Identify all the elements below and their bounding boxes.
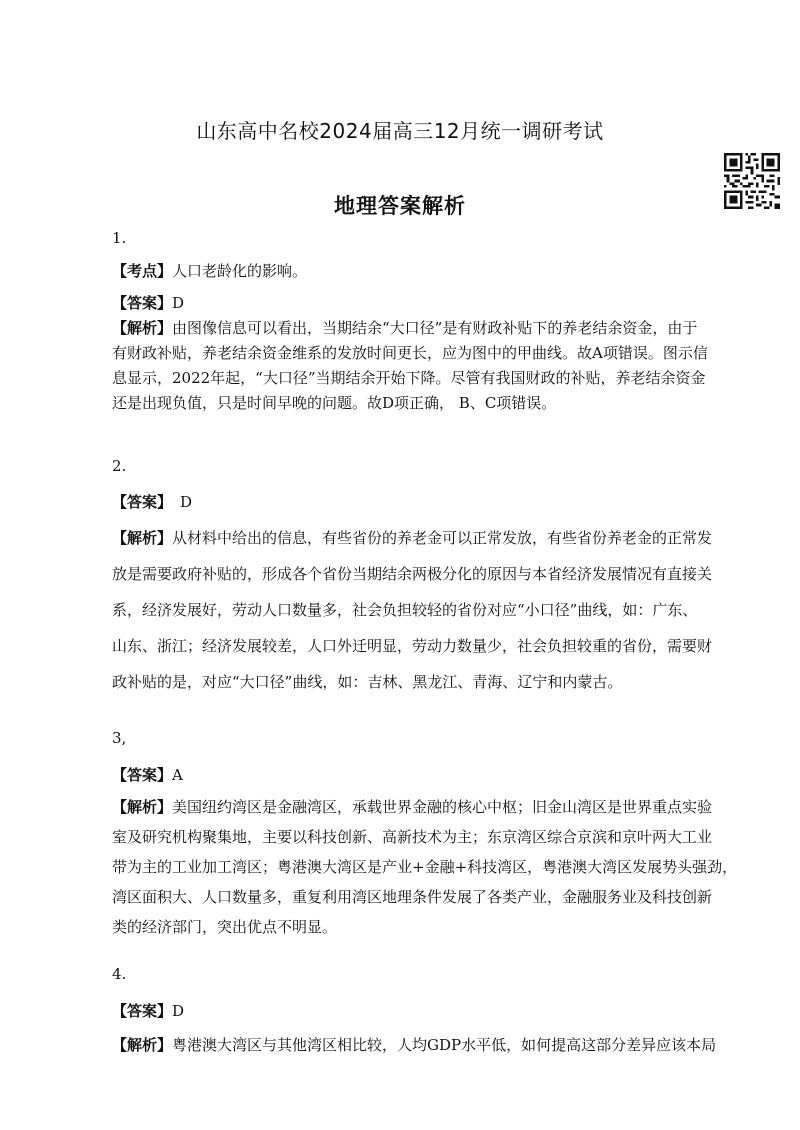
answer-line [112,998,800,1024]
analysis-text: 由图像信息可以看出，当期结余“大口径”是有财政补贴下的养老结余资金，由于 [172,319,698,337]
question-number: 4. [112,965,127,983]
analysis-line [112,792,800,822]
analysis-line: 息显示，2022年起，“大口径”当期结余开始下降。尽管有我国财政的补贴，养老结余资金 [112,369,706,387]
analysis-text: 从材料中给出的信息，有些省份的养老金可以正常发放，有些省份养老金的正常发 [172,529,713,547]
answer-line [112,292,800,314]
analysis-tag: 【解析】 [112,798,173,816]
question-number: 1. [112,229,127,247]
analysis-line: 有财政补贴，养老结余资金维系的发放时间更长，应为图中的甲曲线。故A项错误。图示信 [112,344,708,362]
analysis-line: 类的经济部门，突出优点不明显。 [112,918,338,936]
analysis-tag: 【解析】 [112,1036,173,1054]
question-1 [112,228,800,416]
answer-tag: 【答案】 [112,766,173,784]
answer-value: D [172,1002,185,1020]
question-2 [112,456,800,700]
question-number: 3, [112,729,127,747]
answer-value: D [180,493,193,511]
analysis-text: 粤港澳大湾区与其他湾区相比较，人均GDP水平低，如何提高这部分差异应该本局 [172,1036,717,1054]
analysis-line: 政补贴的是，对应“大口径”曲线，如：吉林、黑龙江、青海、辽宁和内蒙古。 [112,673,623,691]
answer-tag: 【答案】 [112,493,173,511]
analysis-line [112,316,800,341]
question-3 [112,728,800,942]
analysis-tag: 【解析】 [112,529,173,547]
analysis-line: 湾区面积大、人口数量多，重复利用湾区地理条件发展了各类产业，金融服务业及科技创新 [112,888,713,906]
answer-tag: 【答案】 [112,294,173,312]
answer-tag: 【答案】 [112,1002,173,1020]
answer-line [112,762,800,788]
answer-value: D [172,294,185,312]
kaodian-line [112,260,800,282]
analysis-line: 还是出现负值，只是时间早晚的问题。故D项正确， B、C项错误。 [112,394,557,412]
kaodian-tag: 【考点】 [112,262,173,280]
question-number: 2. [112,457,127,475]
question-4 [112,964,800,1060]
analysis-line [112,1030,800,1060]
analysis-line [112,520,800,556]
analysis-line: 带为主的工业加工湾区；粤港澳大湾区是产业+金融+科技湾区，粤港澳大湾区发展势头强劲， [112,858,738,876]
analysis-text: 美国纽约湾区是金融湾区，承载世界金融的核心中枢；旧金山湾区是世界重点实验 [172,798,713,816]
doc-title: 地理答案解析 [334,194,466,218]
answer-value: A [172,766,183,784]
analysis-tag: 【解析】 [112,319,173,337]
analysis-line: 系，经济发展好，劳动人口数量多，社会负担较轻的省份对应“小口径”曲线，如：广东、 [112,601,698,619]
exam-title: 山东高中名校2024届高三12月统一调研考试 [196,119,604,143]
analysis-line: 放是需要政府补贴的，形成各个省份当期结余两极分化的原因与本省经济发展情况有直接关 [112,565,713,583]
analysis-line: 山东、浙江；经济发展较差，人口外迁明显，劳动力数量少，社会负担较重的省份，需要财 [112,637,713,655]
answer-line [112,490,800,514]
analysis-line: 室及研究机构聚集地，主要以科技创新、高新技术为主；东京湾区综合京滨和京叶两大工业 [112,828,713,846]
kaodian-text: 人口老龄化的影响。 [172,262,308,280]
